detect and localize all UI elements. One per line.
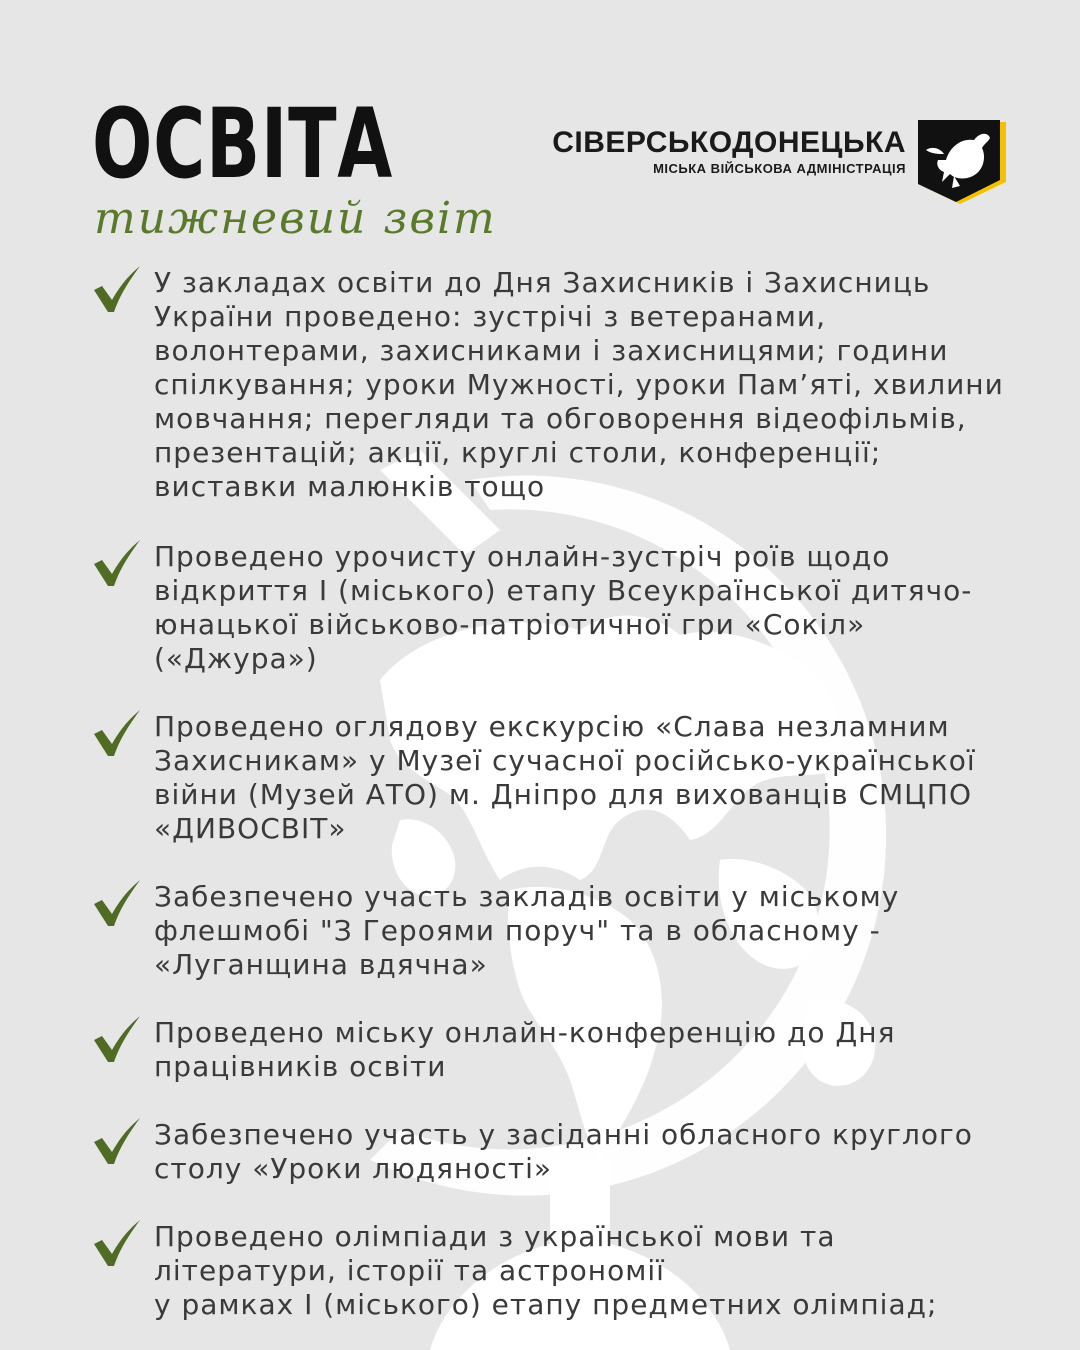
brand-name: СІВЕРСЬКОДОНЕЦЬКА [552, 126, 906, 159]
page-subtitle: тижневий звіт [94, 193, 497, 244]
brand-subtitle: МІСЬКА ВІЙСЬКОВА АДМІНІСТРАЦІЯ [653, 161, 906, 176]
list-item-text: Проведено олімпіади з української мови та літератури, історії та астрономії у рамках І (міського) етапу предметних олімпіад; [154, 1220, 938, 1321]
list-item-text: Проведено міську онлайн-конференцію до Дня працівників освіти [154, 1016, 896, 1083]
page-title: ОСВІТА [92, 88, 393, 200]
checkmark-icon [92, 1016, 142, 1066]
list-item-text: Проведено оглядову екскурсію «Слава незламним Захисникам» у Музеї сучасної російсько-української війни (Музей АТО) м. Дніпро для вихованців СМЦПО «ДИВОСВІТ» [154, 710, 976, 845]
checkmark-icon [92, 1220, 142, 1270]
city-emblem-icon [916, 120, 1008, 206]
brand-block [552, 126, 906, 178]
checkmark-icon [92, 710, 142, 760]
checkmark-icon [92, 1118, 142, 1168]
list-item-text: Проведено урочисту онлайн-зустріч роїв щодо відкриття І (міського) етапу Всеукраїнської дитячо- юнацької військово-патріотичної гри «Сокіл» («Джура») [154, 540, 973, 675]
list-item-text: Забезпечено участь закладів освіти у міському флешмобі "З Героями поруч" та в обласному - «Луганщина вдячна» [154, 880, 900, 981]
checkmark-icon [92, 880, 142, 930]
checkmark-icon [92, 266, 142, 316]
checkmark-icon [92, 540, 142, 590]
list-item-text: У закладах освіти до Дня Захисників і Захисниць України проведено: зустрічі з ветеранами, волонтерами, захисниками і захисницями; години спілкування; уроки Мужності, уроки Пам’яті, хвилини мовчання; перегляди та обговорення відеофільмів, презентацій; акції, круглі столи, конференції; виставки малюнків тощо [154, 266, 1004, 503]
list-item-text: Забезпечено участь у засіданні обласного круглого столу «Уроки людяності» [154, 1118, 973, 1185]
